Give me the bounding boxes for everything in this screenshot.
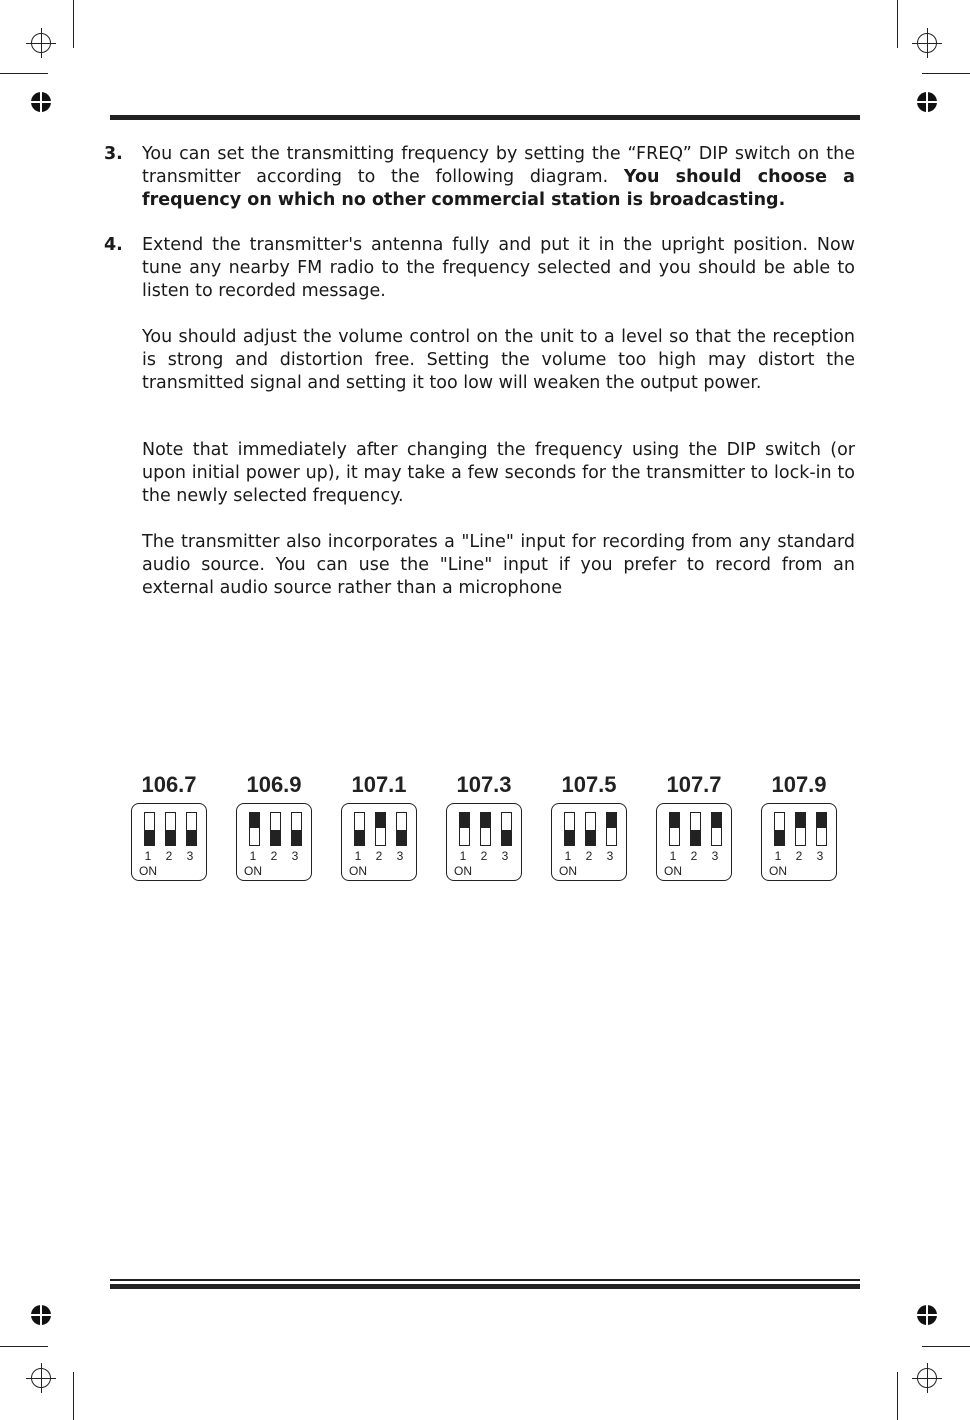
switch-number: 3 [606,849,614,863]
slider-knob-on [691,830,700,845]
on-label: ON [454,864,472,878]
crosshair-target-icon [31,33,51,53]
dip-slider-3 [396,812,407,846]
slider-knob-off [796,813,805,828]
on-label: ON [349,864,367,878]
dip-switch-icon [761,803,837,881]
crop-mark [73,0,74,48]
dip-switch-icon [446,803,522,881]
switch-number: 1 [669,849,677,863]
switch-number: 2 [690,849,698,863]
step-number: 4. [104,235,123,255]
crosshair-target-icon [31,1368,51,1388]
switch-number: 2 [585,849,593,863]
dip-slider-1 [564,812,575,846]
switch-number: 3 [711,849,719,863]
dip-switch-icon [131,803,207,881]
dip-slider-1 [669,812,680,846]
dip-slider-2 [690,812,701,846]
dip-slider-3 [711,812,722,846]
dip-slider-2 [585,812,596,846]
crop-mark [897,1372,898,1420]
dip-slider-1 [459,812,470,846]
dip-slider-1 [354,812,365,846]
slider-knob-off [712,813,721,828]
slider-knob-on [355,830,364,845]
on-label: ON [769,864,787,878]
crop-mark [922,1346,970,1347]
slider-knob-on [502,830,511,845]
switch-number: 2 [270,849,278,863]
dip-slider-3 [186,812,197,846]
dip-slider-3 [606,812,617,846]
slider-knob-on [775,830,784,845]
dip-switch-icon [551,803,627,881]
crop-mark [73,1372,74,1420]
slider-knob-on [586,830,595,845]
switch-number: 1 [774,849,782,863]
frequency-label: 107.5 [561,772,617,797]
footer-rule [110,1284,860,1289]
on-label: ON [244,864,262,878]
volume-paragraph: You should adjust the volume control on the unit to a level so that the reception is strong and distortion free. Setting the volume too high may distort the transmitted signal and setting it too low will weaken the output power. [142,327,855,393]
crop-mark [0,1346,48,1347]
registration-mark-icon [917,1305,937,1325]
crosshair-target-icon [917,33,937,53]
slider-knob-off [481,813,490,828]
switch-number: 2 [480,849,488,863]
on-label: ON [139,864,157,878]
on-label: ON [559,864,577,878]
dip-switch-icon [341,803,417,881]
slider-knob-on [271,830,280,845]
switch-number: 1 [354,849,362,863]
registration-mark-icon [917,92,937,112]
frequency-label: 107.9 [771,772,827,797]
slider-knob-off [250,813,259,828]
dip-slider-1 [249,812,260,846]
frequency-label: 107.3 [456,772,512,797]
slider-knob-on [397,830,406,845]
slider-knob-off [460,813,469,828]
dip-slider-2 [165,812,176,846]
switch-number: 1 [144,849,152,863]
footer-rule-thin [110,1279,860,1281]
switch-number: 3 [291,849,299,863]
slider-knob-off [670,813,679,828]
dip-slider-2 [795,812,806,846]
header-rule [110,115,860,120]
slider-knob-on [145,830,154,845]
switch-number: 3 [816,849,824,863]
lock-in-paragraph: Note that immediately after changing the frequency using the DIP switch (or upon initial power up), it may take a few seconds for the transmitter to lock-in to the newly selected frequency. [142,440,855,506]
dip-slider-3 [816,812,827,846]
switch-number: 1 [459,849,467,863]
frequency-label: 107.7 [666,772,722,797]
switch-number: 3 [186,849,194,863]
switch-number: 2 [375,849,383,863]
frequency-label: 106.7 [141,772,197,797]
frequency-label: 106.9 [246,772,302,797]
registration-mark-icon [31,1305,51,1325]
slider-knob-on [187,830,196,845]
crosshair-target-icon [917,1368,937,1388]
dip-switch-icon [656,803,732,881]
switch-number: 1 [564,849,572,863]
registration-mark-icon [31,92,51,112]
dip-slider-2 [375,812,386,846]
switch-number: 2 [165,849,173,863]
slider-knob-off [607,813,616,828]
dip-slider-1 [774,812,785,846]
dip-slider-1 [144,812,155,846]
switch-number: 1 [249,849,257,863]
slider-knob-on [565,830,574,845]
step-3-warning: You should choose a frequency on which no other commercial station is broadcasting. [142,167,855,210]
step-4-text: Extend the transmitter's antenna fully and put it in the upright position. Now tune any nearby FM radio to the frequency selected and you should be able to listen to recorded message. [142,235,855,301]
step-3-body: You can set the transmitting frequency by setting the “FREQ” DIP switch on the transmitter according to the following diagram. [142,144,855,187]
crop-mark [897,0,898,48]
slider-knob-off [376,813,385,828]
crop-mark [0,73,48,74]
slider-knob-off [817,813,826,828]
step-number: 3. [104,144,123,164]
on-label: ON [664,864,682,878]
dip-slider-3 [291,812,302,846]
line-input-paragraph: The transmitter also incorporates a "Line" input for recording from any standard audio source. You can use the "Line" input if you prefer to record from an external audio source rather than a microphone [142,532,855,598]
slider-knob-on [166,830,175,845]
switch-number: 3 [501,849,509,863]
slider-knob-on [292,830,301,845]
switch-number: 2 [795,849,803,863]
crop-mark [922,73,970,74]
dip-slider-2 [480,812,491,846]
dip-slider-3 [501,812,512,846]
step-3-text [142,143,855,212]
dip-switch-icon [236,803,312,881]
dip-slider-2 [270,812,281,846]
switch-number: 3 [396,849,404,863]
frequency-label: 107.1 [351,772,407,797]
